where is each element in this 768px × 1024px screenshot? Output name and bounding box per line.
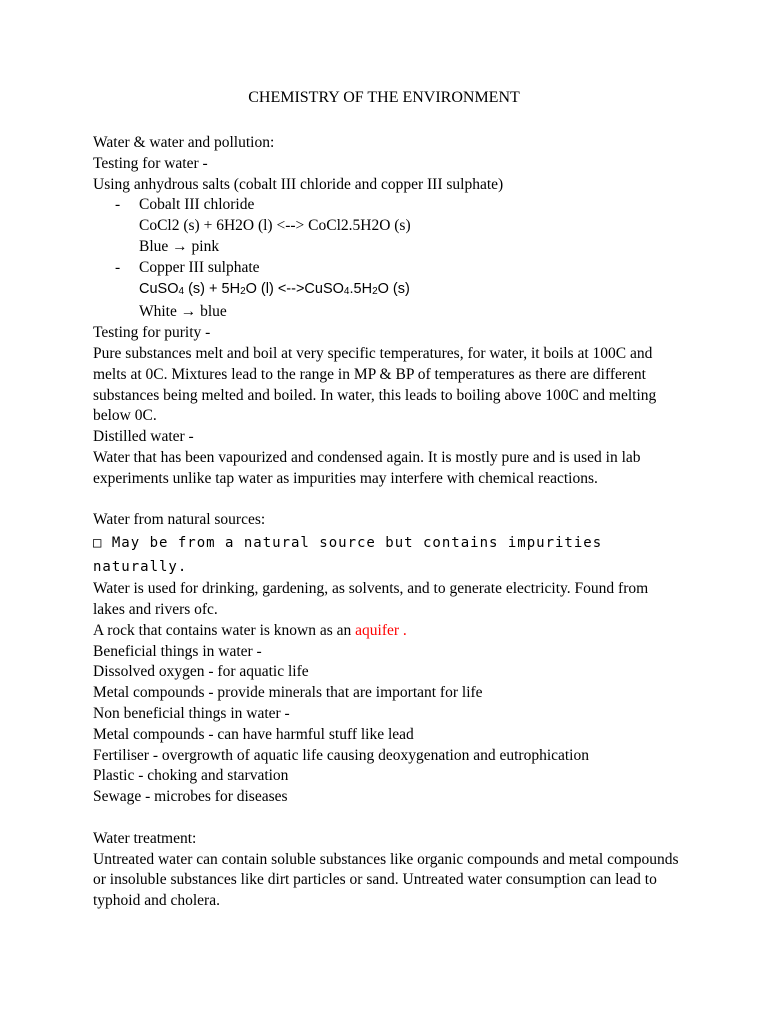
aquifer-term: aquifer . bbox=[355, 621, 407, 639]
blank-line bbox=[93, 490, 683, 511]
distilled-water-label: Distilled water - bbox=[93, 428, 194, 446]
copper-equation: CuSO4 (s) + 5H2O (l) <-->CuSO4.5H2O (s) bbox=[139, 280, 410, 297]
aquifer-sentence: A rock that contains water is known as an aquifer . bbox=[93, 621, 407, 639]
testing-for-water-label: Testing for water - bbox=[93, 154, 208, 172]
bullet-dash: - bbox=[115, 258, 121, 276]
water-uses-paragraph: Water is used for drinking, gardening, as solvents, and to generate electricity. Found from lakes and rivers ofc. bbox=[93, 580, 649, 618]
copper-color-change: White → blue bbox=[139, 303, 227, 321]
section-heading-water-treatment: Water treatment: bbox=[93, 829, 197, 847]
anhydrous-salts-text: Using anhydrous salts (cobalt III chloride and copper III sulphate) bbox=[93, 175, 504, 193]
cobalt-bullet bbox=[93, 195, 683, 257]
metal-compounds-good-item: Metal compounds - provide minerals that are important for life bbox=[93, 684, 483, 702]
testing-for-purity-label: Testing for purity - bbox=[93, 324, 211, 342]
document-title: CHEMISTRY OF THE ENVIRONMENT bbox=[248, 89, 520, 106]
bullet-dash: - bbox=[115, 196, 121, 214]
sewage-item: Sewage - microbes for diseases bbox=[93, 788, 288, 806]
plastic-item: Plastic - choking and starvation bbox=[93, 767, 289, 785]
purity-paragraph: Pure substances melt and boil at very specific temperatures, for water, it boils at 100C and melts at 0C. Mixtures lead to the range in MP & BP of temperatures as there are different substances being melted and boiled. In water, this leads to boiling above 100C and melting below 0C. bbox=[93, 344, 657, 425]
distilled-water-paragraph: Water that has been vapourized and condensed again. It is mostly pure and is used in lab experiments unlike tap water as impurities may interfere with chemical reactions. bbox=[93, 448, 641, 487]
cobalt-equation: CoCl2 (s) + 6H2O (l) <--> CoCl2.5H2O (s) bbox=[139, 217, 411, 235]
blank-line bbox=[93, 808, 683, 829]
non-beneficial-label: Non beneficial things in water - bbox=[93, 704, 290, 722]
beneficial-label: Beneficial things in water - bbox=[93, 642, 262, 660]
dissolved-oxygen-item: Dissolved oxygen - for aquatic life bbox=[93, 663, 309, 681]
water-treatment-paragraph: Untreated water can contain soluble substances like organic compounds and metal compounds or insoluble substances like dirt particles or sand. Untreated water consumption can lead to typhoid and cholera. bbox=[93, 850, 679, 910]
cobalt-label: Cobalt III chloride bbox=[139, 196, 255, 214]
handwritten-note: □ May be from a natural source but contains impurities naturally. bbox=[93, 535, 603, 576]
document-body bbox=[93, 133, 683, 912]
section-heading-water-pollution: Water & water and pollution: bbox=[93, 134, 275, 151]
section-heading-natural-sources: Water from natural sources: bbox=[93, 511, 266, 529]
copper-bullet bbox=[93, 258, 683, 323]
metal-compounds-bad-item: Metal compounds - can have harmful stuff like lead bbox=[93, 725, 414, 743]
copper-label: Copper III sulphate bbox=[139, 258, 260, 276]
fertiliser-item: Fertiliser - overgrowth of aquatic life causing deoxygenation and eutrophication bbox=[93, 746, 589, 764]
cobalt-color-change: Blue → pink bbox=[139, 237, 220, 255]
